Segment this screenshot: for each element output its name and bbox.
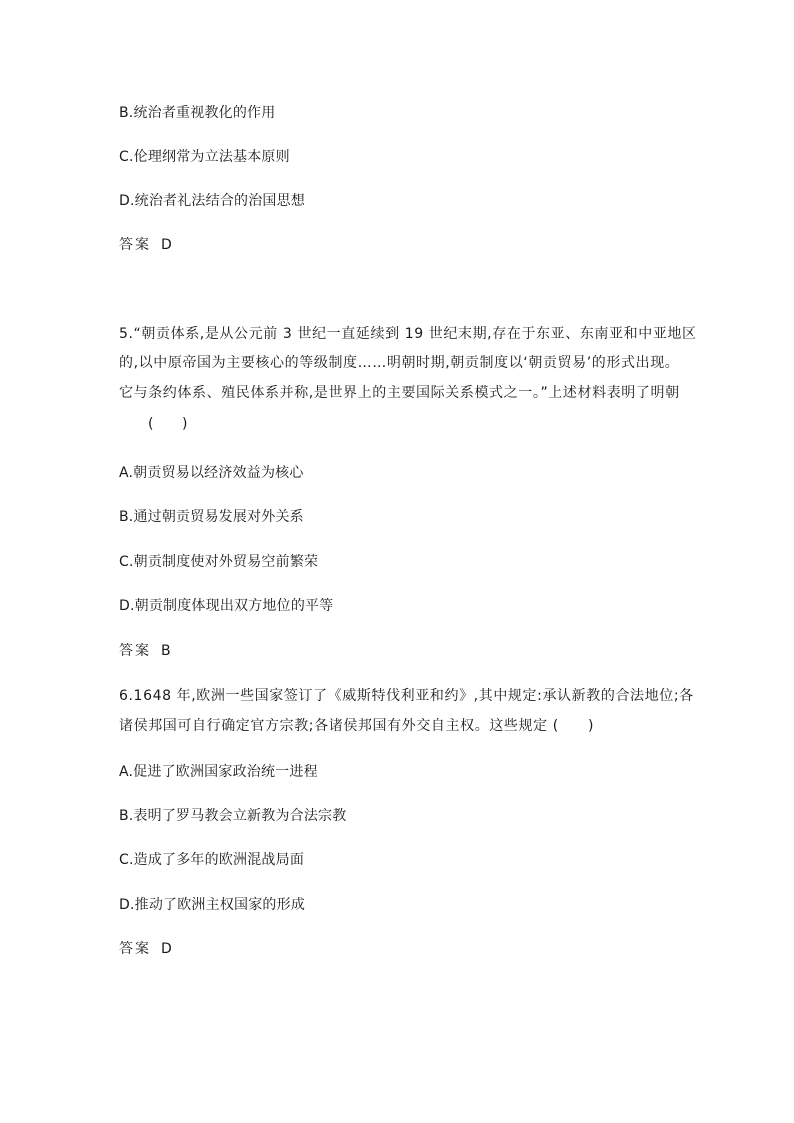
q4-answer-label: 答案 (119, 237, 151, 253)
q5-stem-line-4: ( ) (148, 416, 188, 432)
q5-answer-value: B (161, 643, 171, 659)
q4-answer (119, 235, 172, 255)
q5-stem-line-3: 它与条约体系、殖民体系并称,是世界上的主要国际关系模式之一。”上述材料表明了明朝 (119, 385, 680, 401)
q6-option-b: B.表明了罗马教会立新教为合法宗教 (119, 808, 347, 824)
q6-answer-label: 答案 (119, 941, 151, 957)
q5-option-b: B.通过朝贡贸易发展对外关系 (119, 509, 304, 525)
q6-stem-line-2: 诸侯邦国可自行确定官方宗教;各诸侯邦国有外交自主权。这些规定 ( ) (119, 718, 595, 734)
q5-option-d: D.朝贡制度体现出双方地位的平等 (119, 598, 334, 614)
q5-stem-line-1: 5.“朝贡体系,是从公元前 3 世纪一直延续到 19 世纪末期,存在于东亚、东南亚和中亚地区 (119, 326, 697, 342)
q6-stem-line-1: 6.1648 年,欧洲一些国家签订了《威斯特伐利亚和约》,其中规定:承认新教的合法地位;各 (119, 688, 694, 704)
q5-option-a: A.朝贡贸易以经济效益为核心 (119, 465, 304, 481)
q6-option-c: C.造成了多年的欧洲混战局面 (119, 852, 305, 868)
q4-option-d: D.统治者礼法结合的治国思想 (119, 193, 306, 209)
q4-option-c: C.伦理纲常为立法基本原则 (119, 149, 290, 165)
q5-answer-label: 答案 (119, 643, 151, 659)
q5-stem-line-2: 的,以中原帝国为主要核心的等级制度……明朝时期,朝贡制度以‘朝贡贸易’的形式出现。 (119, 355, 680, 371)
q4-answer-value: D (161, 237, 172, 253)
q4-option-b: B.统治者重视教化的作用 (119, 105, 276, 121)
q5-option-c: C.朝贡制度使对外贸易空前繁荣 (119, 554, 319, 570)
q6-answer-value: D (161, 941, 172, 957)
q6-option-d: D.推动了欧洲主权国家的形成 (119, 897, 306, 913)
q6-answer (119, 939, 172, 959)
q6-option-a: A.促进了欧洲国家政治统一进程 (119, 764, 318, 780)
q5-answer (119, 641, 171, 661)
